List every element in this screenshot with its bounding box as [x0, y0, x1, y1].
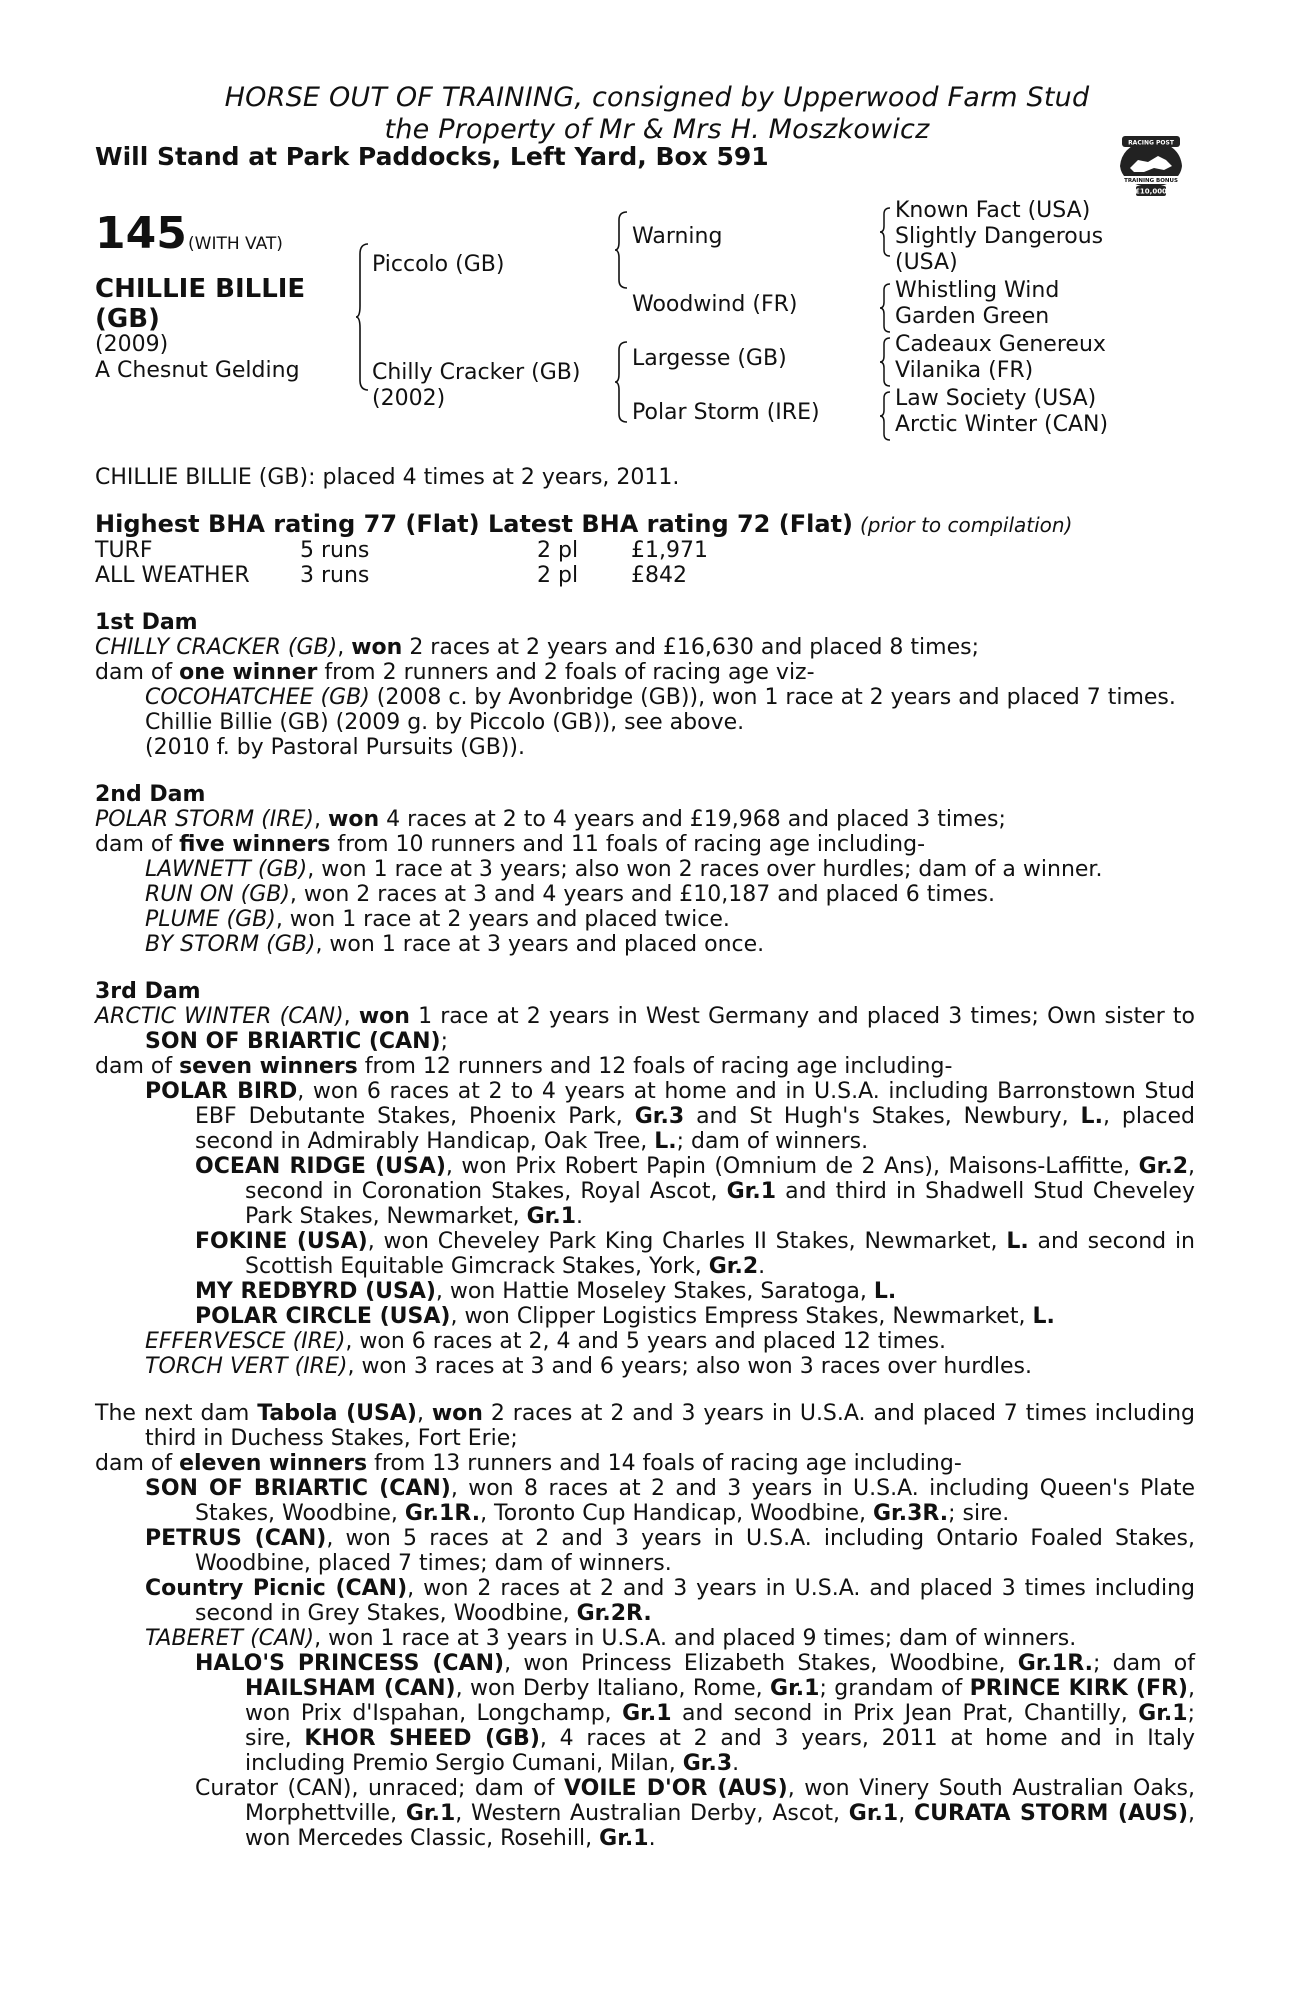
badge-amount-text: £10,000	[1135, 187, 1167, 196]
produce-entry: Curator (CAN), unraced; dam of VOILE D'OR (AUS), won Vinery South Australian Oaks, Morphettville, Gr.1, Western Australian Derby, Ascot, Gr.1, CURATA STORM (AUS), won Mercedes Classic, Rosehill, Gr.1.	[195, 1776, 1195, 1851]
badge-top-text: RACING POST	[1128, 139, 1174, 147]
third-dam-produce: dam of seven winners from 12 runners and 12 foals of racing age including-	[95, 1054, 953, 1079]
second-dam-heading: 2nd Dam	[95, 782, 206, 807]
first-dam-heading: 1st Dam	[95, 610, 198, 635]
pedigree-sire: Piccolo (GB)	[372, 252, 505, 277]
training-bonus-badge-icon	[1114, 126, 1188, 198]
produce-entry: MY REDBYRD (USA), won Hattie Moseley Stakes, Saratoga, L.	[195, 1279, 897, 1304]
produce-entry: OCEAN RIDGE (USA), won Prix Robert Papin (Omnium de 2 Ans), Maisons-Laffitte, Gr.2, second in Coronation Stakes, Royal Ascot, Gr.1 and third in Shadwell Stud Cheveley Park Stakes, Newmarket, Gr.1.	[195, 1154, 1195, 1229]
pedigree-brace-4c	[880, 336, 892, 388]
bha-rating	[95, 512, 1195, 538]
pedigree-sds: Whistling Wind	[895, 278, 1060, 303]
race-record-table	[95, 538, 1195, 588]
catalogue-body	[95, 465, 1195, 1851]
pedigree-brace-dam	[615, 340, 629, 424]
produce-entry: POLAR CIRCLE (USA), won Clipper Logistics Empress Stakes, Newmarket, L.	[195, 1304, 1055, 1329]
produce-entry: HALO'S PRINCESS (CAN), won Princess Elizabeth Stakes, Woodbine, Gr.1R.; dam of HAILSHAM (CAN), won Derby Italiano, Rome, Gr.1; grandam of PRINCE KIRK (FR), won Prix d'Ispahan, Longchamp, Gr.1 and second in Prix Jean Prat, Chantilly, Gr.1; sire, KHOR SHEED (GB), 4 races at 2 and 3 years, 2011 at home and in Italy including Premio Sergio Cumani, Milan, Gr.3.	[195, 1651, 1196, 1776]
horse-description: A Chesnut Gelding	[95, 358, 300, 383]
stats-surface: ALL WEATHER	[95, 563, 250, 588]
pedigree-ssd: Slightly Dangerous	[895, 224, 1104, 249]
produce-entry: EFFERVESCE (IRE), won 6 races at 2, 4 and 5 years and placed 12 times.	[145, 1329, 947, 1354]
horse-name: CHILLIE BILLIE (GB)	[95, 274, 306, 334]
next-dam-record: The next dam Tabola (USA), won 2 races at 2 and 3 years in U.S.A. and placed 7 times including third in Duchess Stakes, Fort Erie;	[95, 1401, 1195, 1451]
rating-text: Highest BHA rating 77 (Flat) Latest BHA rating 72 (Flat)	[95, 510, 853, 538]
pedigree-dam-dam: Polar Storm (IRE)	[632, 400, 820, 425]
third-dam-record: ARCTIC WINTER (CAN), won 1 race at 2 years in West Germany and placed 3 times; Own sister to SON OF BRIARTIC (CAN);	[95, 1004, 1195, 1054]
pedigree-dam: Chilly Cracker (GB)	[372, 360, 581, 385]
stats-placed: 2 pl	[537, 563, 579, 588]
stats-runs: 5 runs	[300, 538, 370, 563]
horse-year: (2009)	[95, 332, 169, 357]
pedigree-ssd-country: (USA)	[895, 250, 958, 275]
produce-entry: PLUME (GB), won 1 race at 2 years and placed twice.	[145, 907, 730, 932]
stats-placed: 2 pl	[537, 538, 579, 563]
owner-line: the Property of Mr & Mrs H. Moszkowicz	[384, 114, 930, 145]
pedigree-dam-sire: Largesse (GB)	[632, 346, 787, 371]
pedigree-sdd: Garden Green	[895, 304, 1050, 329]
first-dam-record: CHILLY CRACKER (GB), won 2 races at 2 years and £16,630 and placed 8 times;	[95, 635, 980, 660]
produce-entry: Chillie Billie (GB) (2009 g. by Piccolo (GB)), see above.	[145, 710, 745, 735]
pedigree-ddd: Arctic Winter (CAN)	[895, 412, 1109, 437]
pedigree-dam-year: (2002)	[372, 386, 446, 411]
produce-entry: POLAR BIRD, won 6 races at 2 to 4 years at home and in U.S.A. including Barronstown Stud EBF Debutante Stakes, Phoenix Park, Gr.3 and St Hugh's Stakes, Newbury, L., placed second in Admirably Handicap, Oak Tree, L.; dam of winners.	[145, 1079, 1196, 1154]
produce-entry: TORCH VERT (IRE), won 3 races at 3 and 6 years; also won 3 races over hurdles.	[145, 1354, 1033, 1379]
stand-location: Will Stand at Park Paddocks, Left Yard, Box 591	[95, 142, 769, 171]
stats-earnings: £842	[631, 563, 687, 588]
produce-entry: FOKINE (USA), won Cheveley Park King Charles II Stakes, Newmarket, L. and second in Scottish Equitable Gimcrack Stakes, York, Gr.2.	[195, 1229, 1195, 1279]
badge-mid-text: TRAINING BONUS	[1124, 178, 1178, 184]
produce-entry: RUN ON (GB), won 2 races at 3 and 4 years and £10,187 and placed 6 times.	[145, 882, 995, 907]
produce-entry: (2010 f. by Pastoral Pursuits (GB)).	[145, 735, 525, 760]
vat-note: (WITH VAT)	[188, 234, 283, 254]
pedigree-brace-sire	[615, 210, 629, 290]
second-dam-produce: dam of five winners from 10 runners and 11 foals of racing age including-	[95, 832, 926, 857]
stats-runs: 3 runs	[300, 563, 370, 588]
produce-entry: COCOHATCHEE (GB) (2008 c. by Avonbridge (GB)), won 1 race at 2 years and placed 7 times.	[145, 685, 1176, 710]
consignment-title: HORSE OUT OF TRAINING, consigned by Upperwood Farm Stud	[224, 82, 1090, 113]
produce-entry: LAWNETT (GB), won 1 race at 3 years; also won 2 races over hurdles; dam of a winner.	[145, 857, 1103, 882]
second-dam-record: POLAR STORM (IRE), won 4 races at 2 to 4 years and £19,968 and placed 3 times;	[95, 807, 1006, 832]
lot-number: 145	[95, 208, 187, 259]
produce-entry: SON OF BRIARTIC (CAN), won 8 races at 2 and 3 years in U.S.A. including Queen's Plate Stakes, Woodbine, Gr.1R., Toronto Cup Handicap, Woodbine, Gr.3R.; sire.	[145, 1476, 1195, 1526]
first-dam-produce: dam of one winner from 2 runners and 2 foals of racing age viz-	[95, 660, 815, 685]
pedigree-sire-dam: Woodwind (FR)	[632, 292, 798, 317]
pedigree-sire-sire: Warning	[632, 224, 723, 249]
produce-entry: TABERET (CAN), won 1 race at 3 years in U.S.A. and placed 9 times; dam of winners.	[145, 1626, 1077, 1651]
stats-earnings: £1,971	[631, 538, 708, 563]
produce-entry: PETRUS (CAN), won 5 races at 2 and 3 years in U.S.A. including Ontario Foaled Stakes, Woodbine, placed 7 times; dam of winners.	[145, 1526, 1195, 1576]
pedigree-brace-4b	[880, 282, 892, 334]
pedigree-sss: Known Fact (USA)	[895, 198, 1091, 223]
next-dam-produce: dam of eleven winners from 13 runners and 14 foals of racing age including-	[95, 1451, 962, 1476]
pedigree-brace-main	[356, 242, 370, 392]
rating-note: (prior to compilation)	[859, 513, 1073, 537]
pedigree-brace-4a	[880, 206, 892, 258]
produce-entry: Country Picnic (CAN), won 2 races at 2 and 3 years in U.S.A. and placed 3 times including second in Grey Stakes, Woodbine, Gr.2R.	[145, 1576, 1195, 1626]
pedigree-brace-4d	[880, 390, 892, 442]
third-dam-heading: 3rd Dam	[95, 979, 201, 1004]
race-summary: CHILLIE BILLIE (GB): placed 4 times at 2 years, 2011.	[95, 465, 680, 490]
pedigree-dss: Cadeaux Genereux	[895, 332, 1106, 357]
pedigree-dds: Law Society (USA)	[895, 386, 1097, 411]
pedigree-dsd: Vilanika (FR)	[895, 358, 1034, 383]
produce-entry: BY STORM (GB), won 1 race at 3 years and placed once.	[145, 932, 765, 957]
stats-surface: TURF	[95, 538, 153, 563]
